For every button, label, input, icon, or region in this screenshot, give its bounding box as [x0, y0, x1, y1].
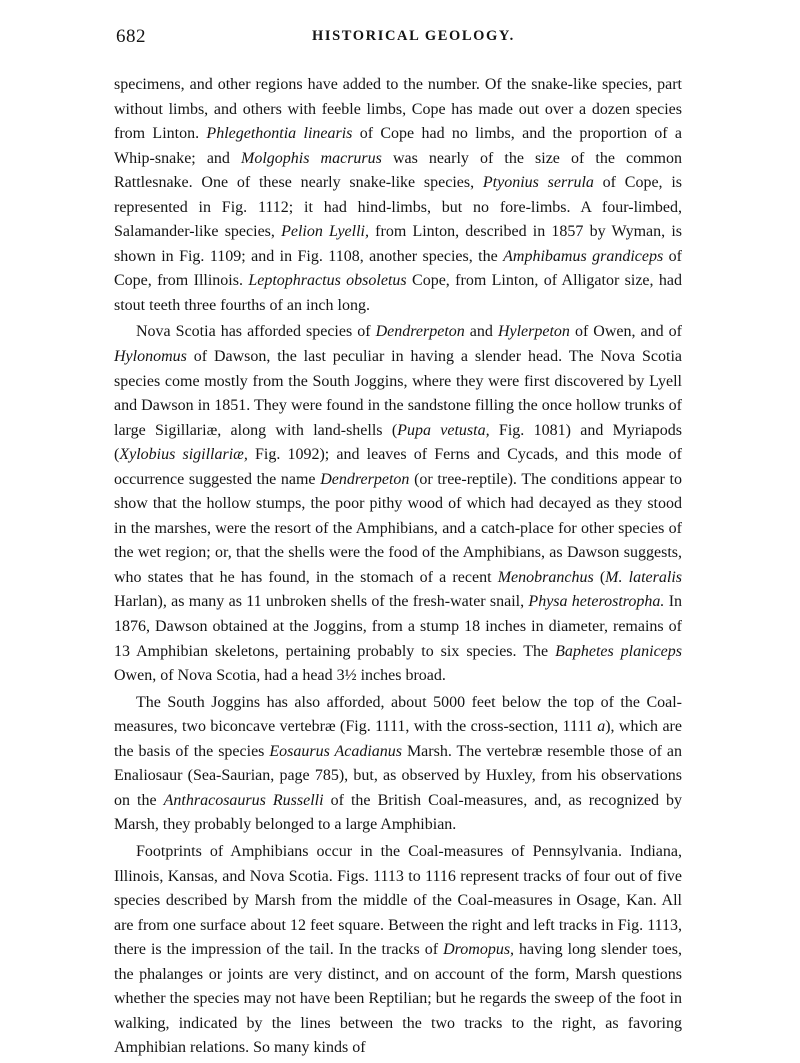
- text-run: from Linton, described in 1857 by Wyman, is shown in Fig. 1109; and in Fig. 1108, another species, the: [114, 223, 682, 265]
- italic-term: Ptyonius serrula: [482, 174, 594, 192]
- page-number: 682: [116, 26, 146, 47]
- italic-term: Pupa vetusta,: [397, 421, 490, 439]
- italic-term: Phlegethontia linearis: [206, 125, 353, 143]
- text-run: (: [593, 568, 606, 586]
- italic-term: Eosaurus Acadianus: [269, 742, 402, 760]
- text-run: (or tree-reptile). The conditions appear to show that the hollow stumps, the poor pithy wood of which had decayed as they stood in the marshes, were the resort of the Amphibians, and a catch-place for other species of the wet region; or, that the shells were the food of the Amphibians, as Dawson suggests, who states that he has found, in the stomach of a recent: [114, 470, 682, 586]
- text-run: Footprints of Amphibians occur in the Coal-measures of Pennsylvania. Indiana, Illinois, Kansas, and Nova Scotia. Figs. 1113 to 1116 represent tracks of four out of five species described by Marsh from the middle of the Coal-measures in Osage, Kan. All are from one surface about 12 feet square. Between the right and left tracks in Fig. 1113, there is the impression of the tail. In the tracks of: [114, 842, 682, 959]
- text-run: of Owen, and of: [569, 323, 683, 341]
- text-run: of Cope, is represented in Fig. 1112; it had hind-limbs, but no fore-limbs. A four-limbed, Salamander-like species,: [114, 174, 682, 241]
- text-run: and: [464, 323, 498, 341]
- italic-term: Dromopus,: [443, 941, 515, 959]
- italic-term: Hylonomus: [114, 348, 187, 366]
- text-run: of Cope, from Illinois.: [114, 247, 683, 290]
- italic-term: Baphetes planiceps: [555, 642, 683, 660]
- italic-term: Amphibamus grandiceps: [503, 247, 664, 265]
- text-run: Fig. 1092); and leaves of Ferns and Cycads, and this mode of occurrence suggested the name: [114, 446, 683, 488]
- italic-term: Dendrerpeton: [320, 470, 410, 488]
- paragraph: [114, 320, 682, 688]
- running-head: [112, 26, 682, 54]
- text-run: Marsh. The vertebræ resemble those of an Enaliosaur (Sea-Saurian, page 785), but, as observed by Huxley, from his observations on the: [114, 742, 682, 809]
- text-run: of Dawson, the last peculiar in having a slender head. The Nova Scotia species come mostly from the South Joggins, where they were first discovered by Lyell and Dawson in 1851. They were found in the sandstone filling the once hollow trunks of large Sigillariæ, along with land-shells (: [114, 348, 682, 439]
- paragraph: [114, 691, 682, 838]
- text-run: Owen, of Nova Scotia, had a head 3½ inches broad.: [114, 667, 446, 685]
- text-run: was nearly of the size of the common Rattlesnake. One of these nearly snake-like species,: [114, 149, 683, 192]
- italic-term: Molgophis macrurus: [241, 149, 382, 167]
- text-run: Harlan), as many as 11 unbroken shells of the fresh-water snail,: [114, 593, 529, 611]
- text-run: Cope, from Linton, of Alligator size, had stout teeth three fourths of an inch long.: [114, 272, 683, 314]
- italic-term: Dendrerpeton: [375, 323, 465, 341]
- italic-term: a: [597, 718, 606, 736]
- text-run: specimens, and other regions have added to the number. Of the snake-like species, part without limbs, and others with feeble limbs, Cope has made out over a dozen species from Linton.: [114, 76, 682, 143]
- italic-term: M. lateralis: [605, 568, 683, 586]
- italic-term: Pelion Lyelli,: [281, 223, 369, 241]
- text-run: In 1876, Dawson obtained at the Joggins, from a stump 18 inches in diameter, remains of 13 Amphibian skeletons, pertaining probably to six species. The: [114, 593, 683, 660]
- italic-term: Physa heterostropha.: [528, 593, 665, 611]
- paragraph: [114, 73, 682, 318]
- text-run: of the British Coal-measures, and, as recognized by Marsh, they probably belonged to a large Amphibian.: [114, 791, 683, 834]
- text-run: Fig. 1081) and Myriapods (: [114, 421, 682, 464]
- text-run: ), which are the basis of the species: [114, 718, 682, 760]
- text-run: of Cope had no limbs, and the proportion of a Whip-snake; and: [114, 125, 683, 167]
- text-run: Nova Scotia has afforded species of: [136, 323, 376, 341]
- paragraph: [114, 840, 682, 1061]
- text-run: The South Joggins has also afforded, about 5000 feet below the top of the Coal-measures, two biconcave vertebræ (Fig. 1111, with the cross-section, 1111: [114, 693, 682, 736]
- italic-term: Leptophractus obsoletus: [248, 272, 407, 290]
- italic-term: Xylobius sigillariæ,: [119, 446, 248, 464]
- italic-term: Anthracosaurus Russelli: [163, 791, 324, 809]
- text-run: having long slender toes, the phalanges or joints are very distinct, and on account of the form, Marsh questions whether the species may not have been Reptilian; but he regards the sweep of the foot in walking, indicated by the lines between the two tracks to the right, as favoring Amphibian relations. So many kinds of: [114, 941, 682, 1057]
- running-title: HISTORICAL GEOLOGY.: [312, 28, 515, 44]
- italic-term: Menobranchus: [497, 568, 594, 586]
- body-text: [114, 73, 682, 1063]
- italic-term: Hylerpeton: [497, 323, 570, 341]
